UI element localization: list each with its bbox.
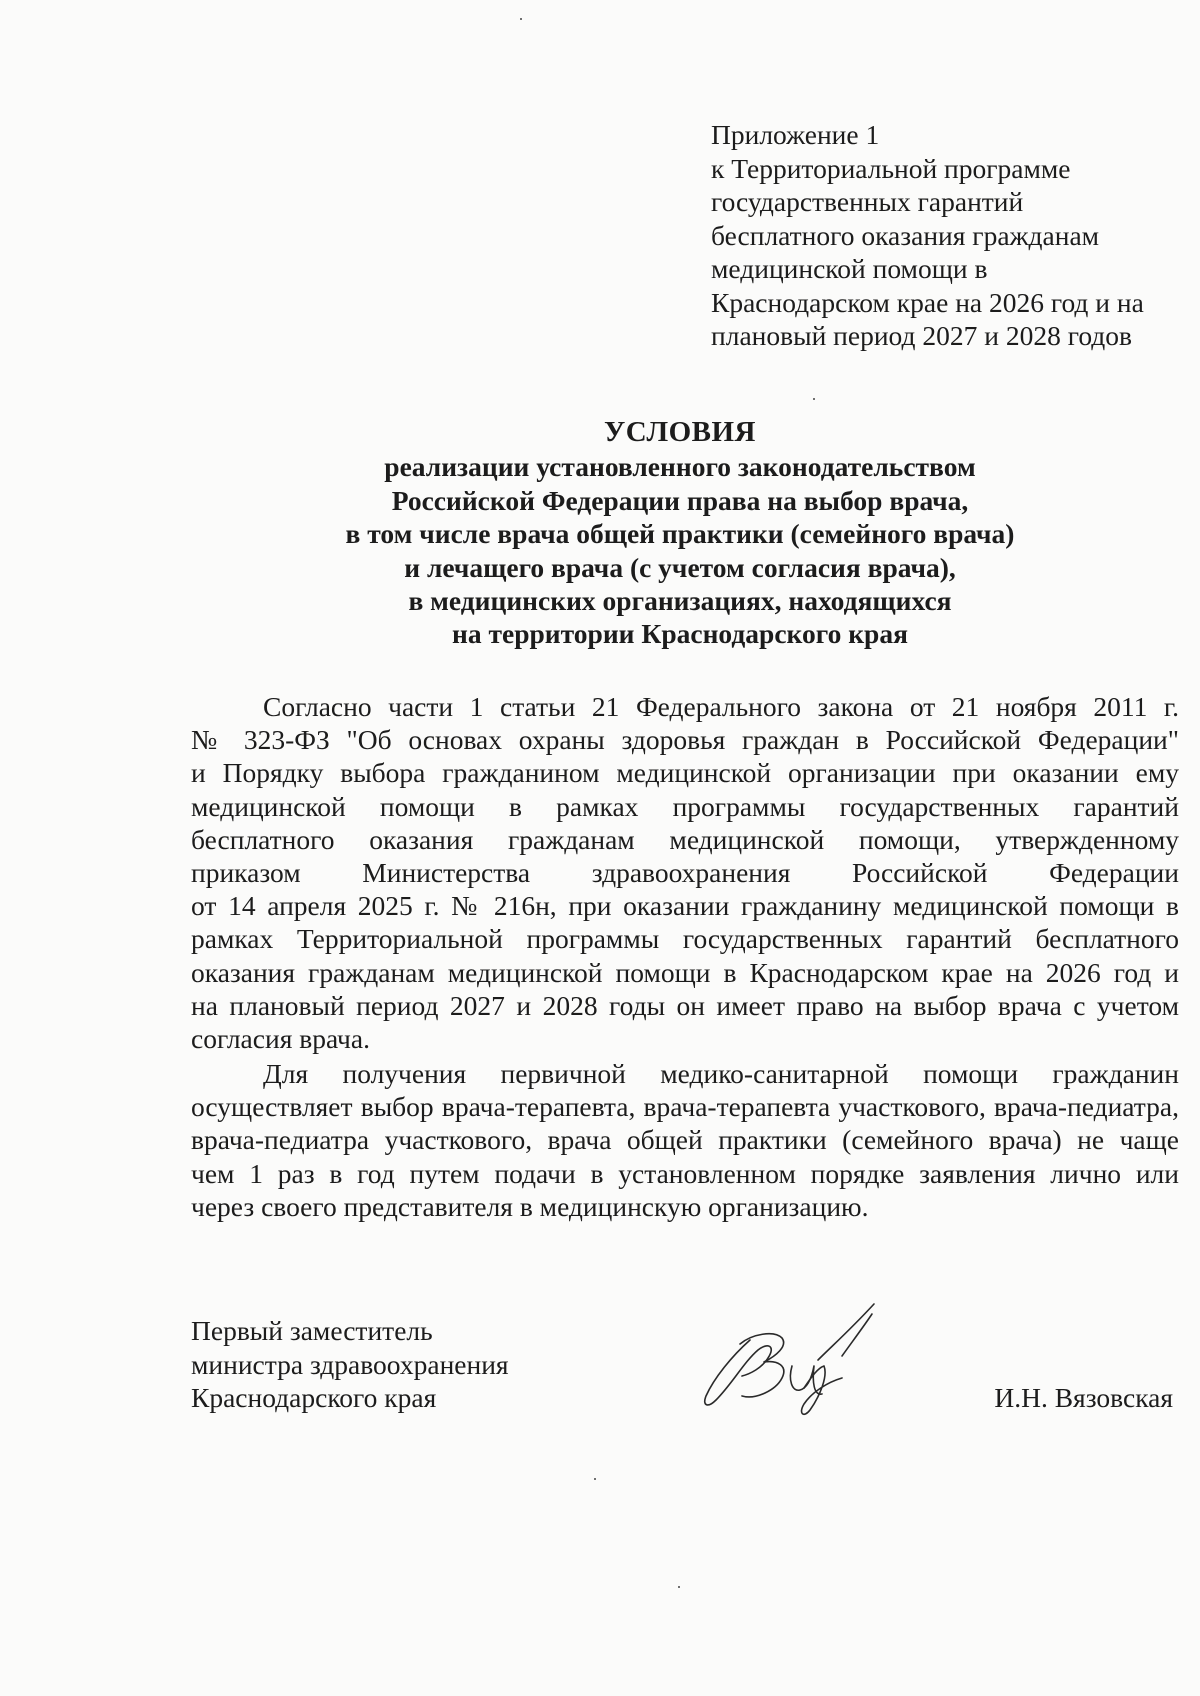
- scan-speck: [520, 18, 522, 20]
- position-line: министра здравоохранения: [191, 1348, 509, 1380]
- paragraph-line: на плановый период 2027 и 2028 годы он имеет право на выбор врача с учетом: [191, 989, 1179, 1021]
- title-line: Российской Федерации права на выбор врача,: [391, 484, 969, 516]
- paragraph-line: через своего представителя в медицинскую организацию.: [191, 1190, 869, 1222]
- paragraph-line: чем 1 раз в год путем подачи в установленном порядке заявления лично или: [191, 1157, 1179, 1189]
- paragraph-line: приказом Министерства здравоохранения Российской Федерации: [191, 857, 1179, 889]
- appendix-line: Приложение 1: [711, 119, 880, 150]
- paragraph-line: Согласно части 1 статьи 21 Федерального закона от 21 ноября 2011 г.: [263, 691, 1179, 722]
- position-line: Краснодарского края: [191, 1382, 437, 1413]
- paragraph-line: врача-педиатра участкового, врача общей практики (семейного врача) не чаще: [191, 1124, 1179, 1156]
- title-line: и лечащего врача (с учетом согласия врача),: [404, 551, 956, 583]
- paragraph-line: бесплатного оказания гражданам медицинской помощи, утвержденному: [191, 823, 1179, 855]
- appendix-header: [711, 118, 1181, 353]
- scan-speck: [813, 398, 815, 400]
- appendix-line: плановый период 2027 и 2028 годов: [711, 320, 1132, 351]
- paragraph-line: Для получения первичной медико-санитарной помощи гражданин: [263, 1058, 1179, 1089]
- signatory-position: [191, 1314, 509, 1415]
- appendix-line: медицинской помощи в: [711, 253, 988, 284]
- title-heading: УСЛОВИЯ: [603, 416, 756, 448]
- scan-speck: [678, 1586, 680, 1588]
- body-paragraph-2: [191, 1057, 1179, 1223]
- handwritten-signature-icon: [692, 1296, 882, 1420]
- appendix-line: государственных гарантий: [711, 186, 1024, 217]
- document-title: [180, 416, 1180, 651]
- scan-speck: [594, 1478, 596, 1480]
- paragraph-line: осуществляет выбор врача-терапевта, врача-терапевта участкового, врача-педиатра,: [191, 1091, 1179, 1123]
- appendix-line: бесплатного оказания гражданам: [711, 219, 1100, 251]
- title-line: на территории Краснодарского края: [452, 618, 908, 650]
- position-line: Первый заместитель: [191, 1315, 433, 1346]
- paragraph-line: согласия врача.: [191, 1023, 370, 1055]
- title-line: в том числе врача общей практики (семейного врача): [345, 518, 1015, 550]
- appendix-line: к Территориальной программе: [711, 152, 1071, 184]
- paragraph-line: № 323-ФЗ "Об основах охраны здоровья граждан в Российской Федерации": [191, 724, 1179, 756]
- title-line: реализации установленного законодательством: [384, 451, 976, 483]
- body-paragraph-1: [191, 690, 1179, 1055]
- appendix-line: Краснодарском крае на 2026 год и на: [711, 286, 1144, 318]
- paragraph-line: и Порядку выбора гражданином медицинской организации при оказании ему: [191, 757, 1179, 789]
- paragraph-line: от 14 апреля 2025 г. № 216н, при оказании гражданину медицинской помощи в: [191, 890, 1179, 922]
- title-line: в медицинских организациях, находящихся: [408, 585, 952, 617]
- paragraph-line: медицинской помощи в рамках программы государственных гарантий: [191, 790, 1179, 822]
- paragraph-line: оказания гражданам медицинской помощи в Краснодарском крае на 2026 год и: [191, 956, 1179, 988]
- paragraph-line: рамках Территориальной программы государственных гарантий бесплатного: [191, 923, 1179, 955]
- signatory-name: И.Н. Вязовская: [994, 1382, 1173, 1413]
